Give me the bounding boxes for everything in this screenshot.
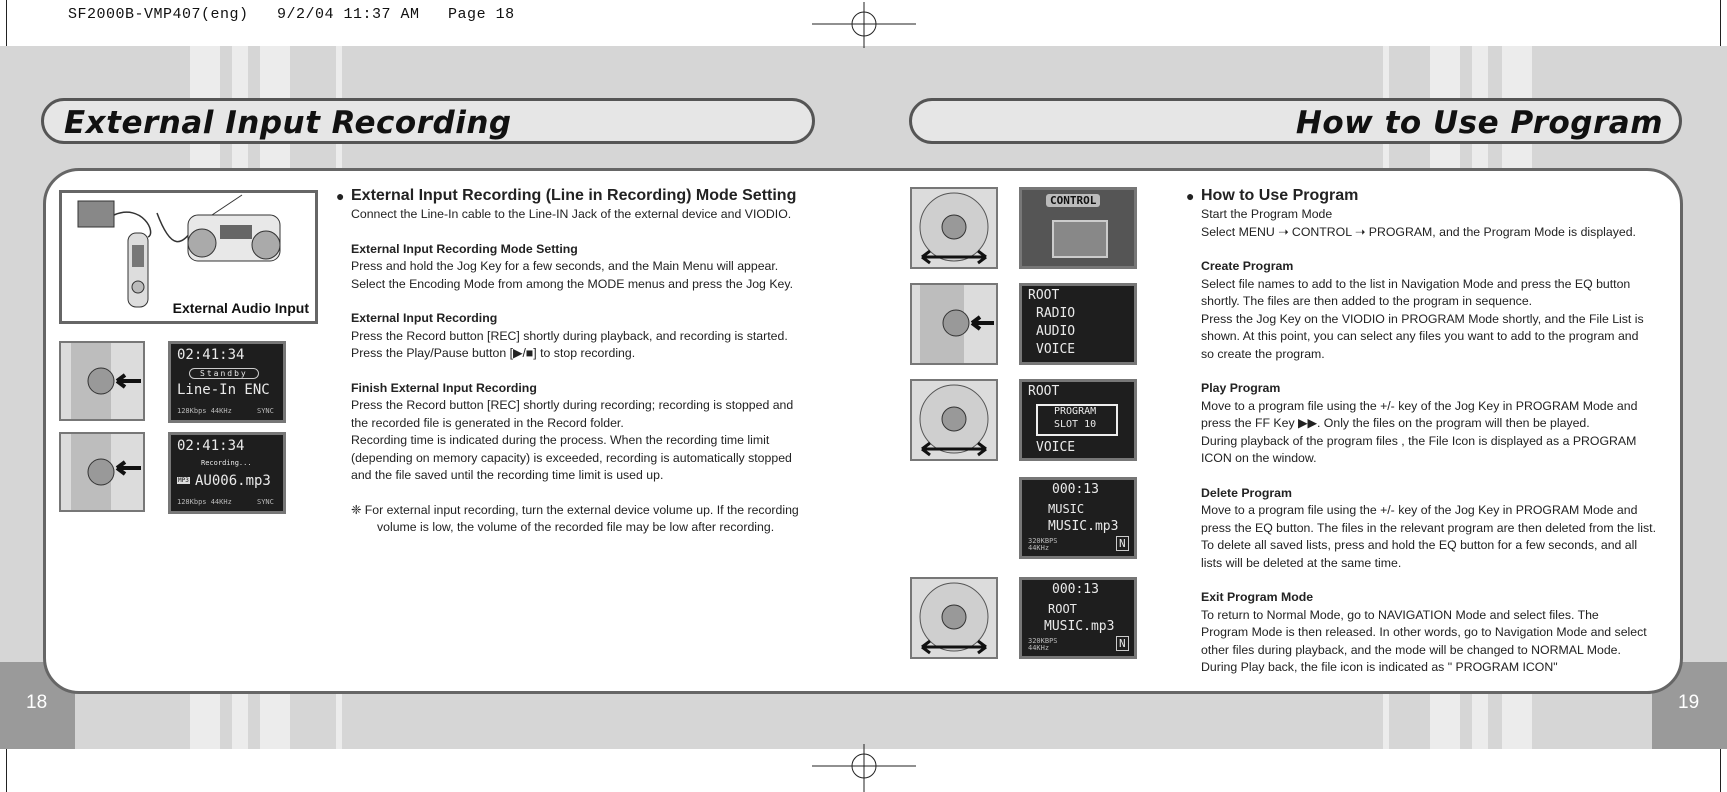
crop-mark	[1720, 0, 1721, 46]
lcd-root-menu-screen: ROOT RADIO AUDIO VOICE	[1019, 283, 1137, 365]
section-heading: Finish External Input Recording	[351, 380, 537, 395]
body-line: press the FF Key ▶▶. Only the files on the program will then be played.	[1201, 416, 1590, 430]
right-title-bar	[909, 98, 1682, 144]
note-text: ❈ For external input recording, turn the external device volume up. If the recording volume is low, the volume of the recorded file may be low after recording.	[351, 502, 799, 534]
crop-mark	[6, 0, 7, 46]
jog-key-illustration	[910, 577, 998, 659]
left-page-number: 18	[26, 692, 48, 713]
section-heading: Play Program	[1201, 381, 1281, 395]
left-page-title: External Input Recording	[64, 105, 512, 141]
intro-text: Start the Program Mode	[1201, 207, 1333, 221]
body-line: ICON on the window.	[1201, 451, 1317, 465]
jog-key-illustration	[910, 379, 998, 461]
lcd-standby-screen: 02:41:34 Standby Line-In ENC 128Kbps 44KHz SYNC	[168, 341, 286, 423]
crop-mark	[6, 749, 7, 792]
section-heading-main: ● External Input Recording (Line in Recording) Mode Setting	[336, 187, 797, 204]
body-line: and the file saved until the recording time limit is used up.	[351, 468, 664, 482]
section-heading: Create Program	[1201, 259, 1294, 273]
body-line: To return to Normal Mode, go to NAVIGATION Mode and select files. The	[1201, 607, 1599, 622]
jog-key-illustration	[910, 283, 998, 365]
lcd-program-slot-screen: ROOT PROGRAM SLOT 10 VOICE	[1019, 379, 1137, 461]
body-line: Select file names to add to the list in Navigation Mode and press the EQ button	[1201, 276, 1631, 291]
body-line: Press the Jog Key on the VIODIO in PROGRAM Mode shortly, and the File List is	[1201, 311, 1644, 326]
body-line: To delete all saved lists, press and hold the EQ button for a few seconds, and all	[1201, 538, 1638, 552]
body-line: Move to a program file using the +/- key of the Jog Key in PROGRAM Mode and	[1201, 398, 1638, 413]
body-line: other files during playback, and the mode will be changed to NORMAL Mode.	[1201, 642, 1621, 657]
jog-key-illustration	[59, 341, 145, 421]
body-line: Select the Encoding Mode from among the MODE menus and press the Jog Key.	[351, 276, 794, 291]
section-heading: Delete Program	[1201, 485, 1292, 500]
registration-mark-top	[812, 2, 916, 48]
body-line: Press the Record button [REC] shortly during playback, and recording is started.	[351, 328, 788, 343]
body-line: shortly. The files are then added to the program in sequence.	[1201, 294, 1533, 308]
lcd-program-playback-screen: 000:13 ROOT MUSIC.mp3 320KBPS 44KHz N	[1019, 577, 1137, 659]
section-heading: External Input Recording Mode Setting	[351, 241, 578, 256]
registration-mark-bottom	[812, 744, 916, 792]
intro-text: Select MENU ➝ CONTROL ➝ PROGRAM, and the Program Mode is displayed.	[1201, 224, 1636, 239]
body-line: Press and hold the Jog Key for a few seconds, and the Main Menu will appear.	[351, 259, 779, 273]
left-title-bar	[41, 98, 815, 144]
body-line: Press the Record button [REC] shortly during recording; recording is stopped and	[351, 398, 794, 412]
body-line: Move to a program file using the +/- key of the Jog Key in PROGRAM Mode and	[1201, 503, 1638, 517]
right-page-title: How to Use Program	[1295, 105, 1663, 141]
external-audio-illustration	[59, 190, 318, 324]
body-line: (depending on memory capacity) is exceeded, recording is automatically stopped	[351, 450, 792, 465]
body-line: so create the program.	[1201, 346, 1325, 361]
body-line: lists will be deleted at the same time.	[1201, 555, 1402, 570]
body-line: Program Mode is then released. In other words, go to Navigation Mode and select	[1201, 625, 1647, 639]
right-page-number: 19	[1678, 692, 1700, 713]
lcd-recording-screen: 02:41:34 Recording... MP3 AU006.mp3 128Kbps 44KHz SYNC	[168, 432, 286, 514]
left-page-text	[336, 186, 821, 537]
section-heading: External Input Recording	[351, 311, 498, 325]
body-line: press the EQ button. The files in the relevant program are then deleted from the list.	[1201, 520, 1657, 535]
body-line: the recorded file is generated in the Record folder.	[351, 415, 624, 430]
body-line: During Play back, the file icon is indicated as " PROGRAM ICON"	[1201, 660, 1558, 674]
lcd-control-screen: CONTROL	[1019, 187, 1137, 269]
right-page-text	[1186, 186, 1671, 677]
body-line: Press the Play/Pause button [▶/■] to stop recording.	[351, 346, 636, 360]
body-line: During playback of the program files , the File Icon is displayed as a PROGRAM	[1201, 433, 1637, 448]
jog-key-illustration	[59, 432, 145, 512]
section-heading-main: ● How to Use Program	[1186, 187, 1359, 204]
section-heading: Exit Program Mode	[1201, 590, 1314, 604]
lcd-music-playback-screen: 000:13 MUSIC MUSIC.mp3 320KBPS 44KHz N	[1019, 477, 1137, 559]
jog-key-illustration	[910, 187, 998, 269]
intro-text: Connect the Line-In cable to the Line-IN Jack of the external device and VIODIO.	[351, 207, 792, 221]
print-slug: SF2000B-VMP407(eng) 9/2/04 11:37 AM Page 18	[68, 6, 515, 23]
body-line: shown. At this point, you can select any files you want to add to the program and	[1201, 329, 1639, 343]
crop-mark	[1720, 749, 1721, 792]
image-caption: External Audio Input	[172, 300, 309, 316]
body-line: Recording time is indicated during the process. When the recording time limit	[351, 433, 770, 447]
